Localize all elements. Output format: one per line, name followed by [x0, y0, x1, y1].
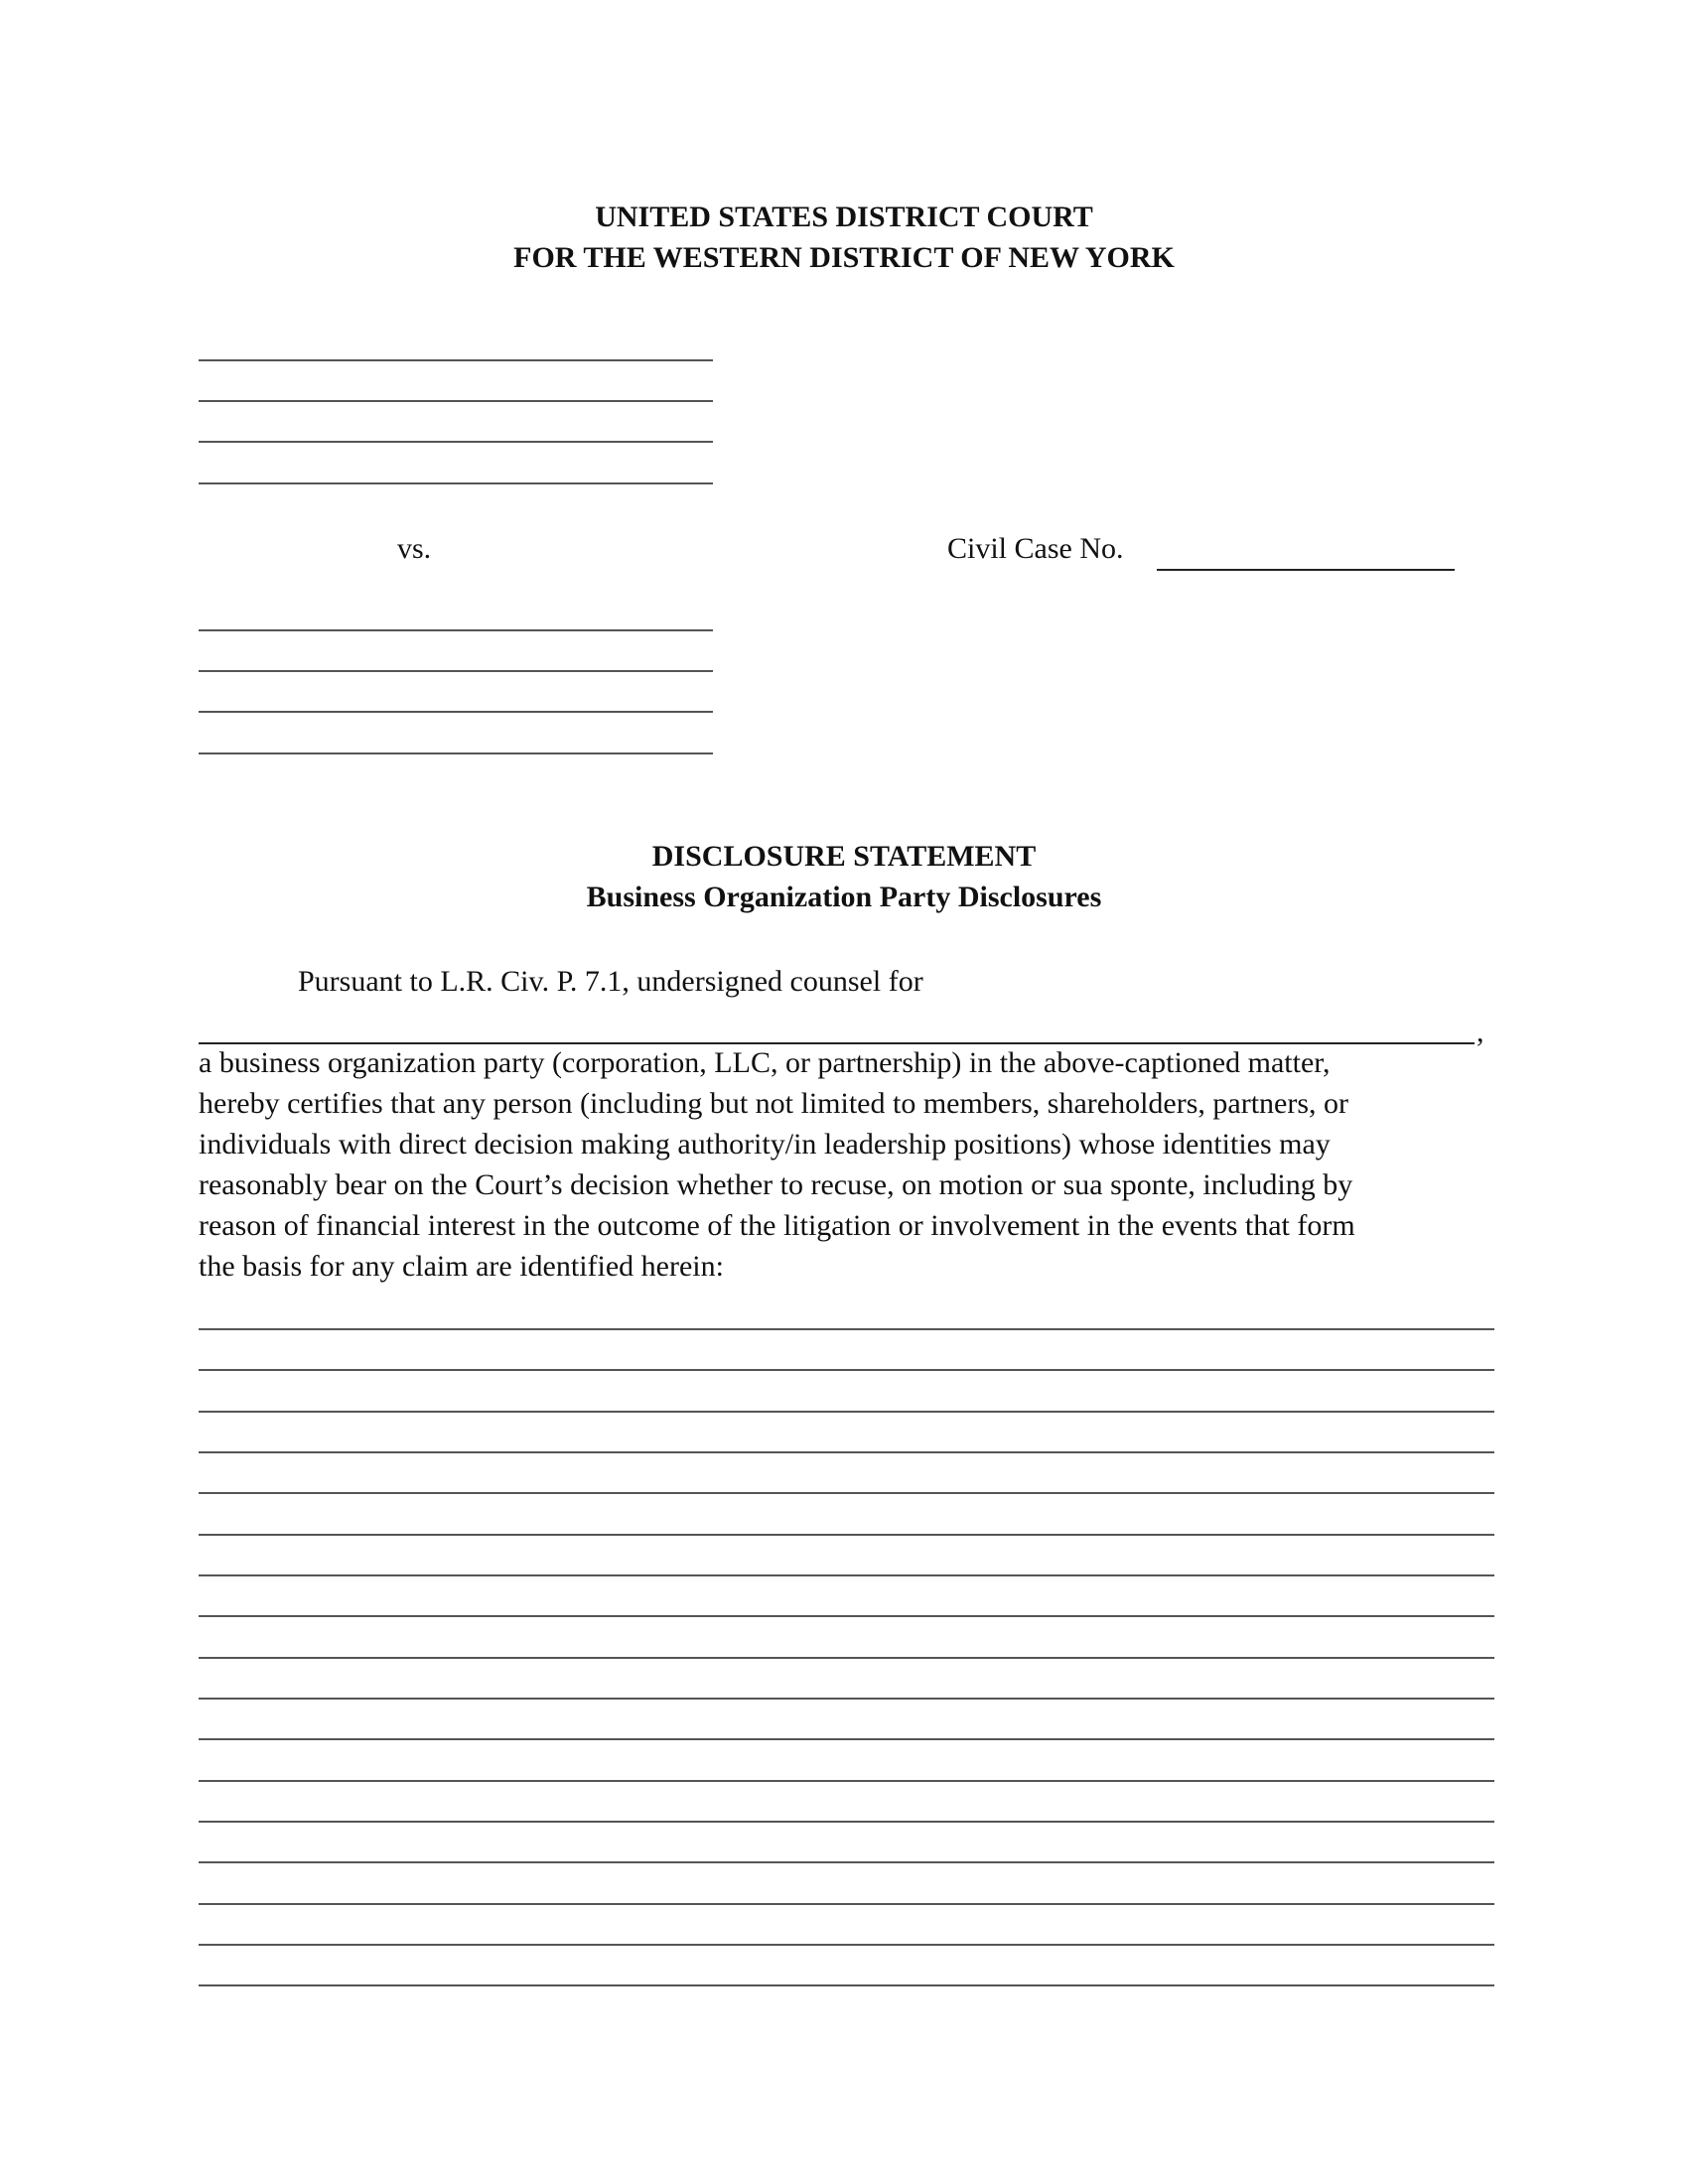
disclosure-blank-line-4[interactable] — [199, 1451, 1494, 1453]
disclosure-blank-line-6[interactable] — [199, 1534, 1494, 1536]
versus-label: vs. — [397, 532, 432, 565]
court-district: FOR THE WESTERN DISTRICT OF NEW YORK — [513, 241, 1175, 274]
court-name: UNITED STATES DISTRICT COURT — [595, 201, 1093, 233]
disclosure-blank-line-8[interactable] — [199, 1615, 1494, 1617]
statement-line-4: reasonably bear on the Court’s decision whether to recuse, on motion or sua sponte, including by — [199, 1168, 1353, 1201]
disclosure-blank-line-1[interactable] — [199, 1328, 1494, 1330]
plaintiff-blank-line-4[interactable] — [199, 482, 713, 484]
disclosure-blank-line-2[interactable] — [199, 1369, 1494, 1371]
disclosure-blank-line-3[interactable] — [199, 1411, 1494, 1413]
document-title: DISCLOSURE STATEMENT — [651, 840, 1037, 873]
case-number-blank[interactable] — [1157, 569, 1455, 571]
disclosure-blank-line-5[interactable] — [199, 1492, 1494, 1494]
statement-line-6: the basis for any claim are identified herein: — [199, 1250, 724, 1283]
plaintiff-blank-line-3[interactable] — [199, 441, 713, 443]
plaintiff-blank-line-1[interactable] — [199, 359, 713, 361]
statement-line-2: hereby certifies that any person (including but not limited to members, shareholders, partners, or — [199, 1087, 1349, 1120]
disclosure-blank-line-10[interactable] — [199, 1698, 1494, 1700]
disclosure-blank-line-7[interactable] — [199, 1574, 1494, 1576]
disclosure-blank-line-16[interactable] — [199, 1944, 1494, 1946]
disclosure-blank-line-12[interactable] — [199, 1780, 1494, 1782]
counsel-party-comma: , — [1477, 1016, 1484, 1048]
statement-line-1: a business organization party (corporation, LLC, or partnership) in the above-captioned matter, — [199, 1046, 1331, 1079]
disclosure-blank-line-15[interactable] — [199, 1903, 1494, 1905]
disclosure-blank-line-11[interactable] — [199, 1738, 1494, 1740]
statement-line-5: reason of financial interest in the outcome of the litigation or involvement in the events that form — [199, 1209, 1355, 1242]
defendant-blank-line-4[interactable] — [199, 752, 713, 754]
case-number-label: Civil Case No. — [947, 532, 1124, 565]
disclosure-blank-line-14[interactable] — [199, 1861, 1494, 1863]
document-subtitle: Business Organization Party Disclosures — [586, 881, 1102, 913]
disclosure-blank-line-13[interactable] — [199, 1821, 1494, 1823]
defendant-blank-line-1[interactable] — [199, 629, 713, 631]
defendant-blank-line-2[interactable] — [199, 670, 713, 672]
statement-line-3: individuals with direct decision making authority/in leadership positions) whose identities may — [199, 1128, 1331, 1160]
disclosure-blank-line-17[interactable] — [199, 1984, 1494, 1986]
plaintiff-blank-line-2[interactable] — [199, 400, 713, 402]
statement-intro: Pursuant to L.R. Civ. P. 7.1, undersigned counsel for — [298, 965, 923, 998]
defendant-blank-line-3[interactable] — [199, 711, 713, 713]
disclosure-blank-line-9[interactable] — [199, 1657, 1494, 1659]
